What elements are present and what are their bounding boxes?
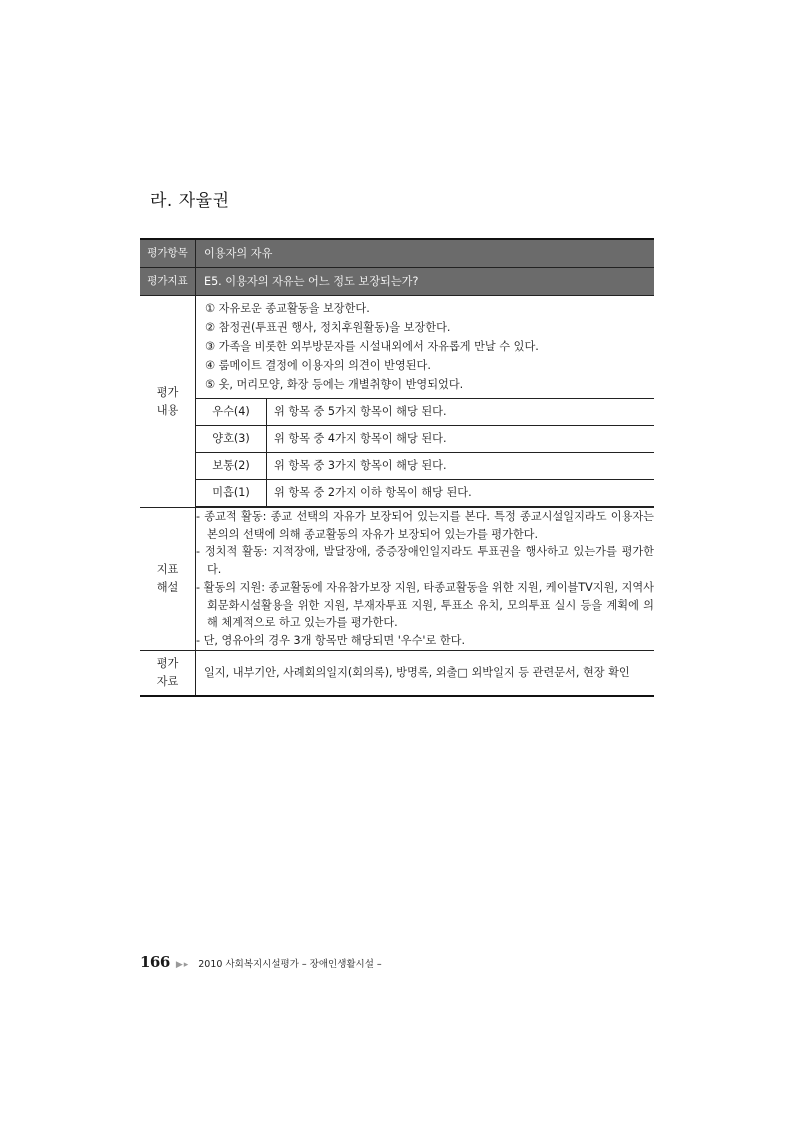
data-label-line1: 평가 (156, 656, 179, 670)
grade-text: 위 항목 중 5가지 항목이 해당 된다. (267, 399, 655, 426)
explanation-label-line1: 지표 (156, 563, 179, 577)
grade-row (196, 480, 654, 507)
section-title: 라. 자율권 (150, 191, 230, 211)
arrow-icon: ▶▸ (175, 960, 190, 970)
data-label-line2: 자료 (156, 674, 179, 688)
item-label: 평가항목 (140, 239, 196, 268)
content-row (140, 296, 654, 508)
explanation-row (140, 508, 654, 651)
page-number: 166 (140, 953, 170, 971)
explanation-note: - 종교적 활동: 종교 선택의 자유가 보장되어 있는지를 본다. 특정 종교시설일지라도 이용자는 본의의 선택에 의해 종교활동의 자유가 보장되어 있는가를 평가한다. (196, 510, 654, 541)
page-footer (140, 953, 382, 971)
grade-label: 보통(2) (196, 453, 267, 480)
explanation-note: - 정치적 활동: 지적장애, 발달장애, 중증장애인일지라도 투표권을 행사하고 있는가를 평가한다. (196, 545, 654, 577)
data-value: 일지, 내부기안, 사례회의일지(회의록), 방명록, 외출□ 외박일지 등 관련문서, 현장 확인 (196, 650, 655, 696)
indicator-label: 평가지표 (140, 268, 196, 296)
grade-text: 위 항목 중 2가지 이하 항목이 해당 된다. (267, 480, 655, 507)
explanation-notes (196, 508, 655, 651)
explanation-label (140, 508, 196, 651)
content-label (140, 296, 196, 508)
content-label-line2: 내용 (156, 403, 179, 417)
data-row (140, 650, 654, 696)
criteria-list (196, 296, 654, 398)
grade-text: 위 항목 중 3가지 항목이 해당 된다. (267, 453, 655, 480)
item-value: 이용자의 자유 (196, 239, 655, 268)
grade-row (196, 426, 654, 453)
criteria-item: ④ 룸메이트 결정에 이용자의 의견이 반영된다. (205, 359, 431, 372)
criteria-item: ① 자유로운 종교활동을 보장한다. (205, 302, 370, 315)
content-label-line1: 평가 (156, 385, 179, 399)
content-body (196, 296, 655, 508)
criteria-item: ⑤ 옷, 머리모양, 화장 등에는 개별취향이 반영되었다. (205, 378, 464, 391)
evaluation-table (140, 238, 654, 697)
grade-table (196, 398, 654, 507)
header-row-item (140, 239, 654, 268)
grade-label: 양호(3) (196, 426, 267, 453)
grade-row (196, 453, 654, 480)
grade-text: 위 항목 중 4가지 항목이 해당 된다. (267, 426, 655, 453)
grade-label: 미흡(1) (196, 480, 267, 507)
criteria-item: ③ 가족을 비롯한 외부방문자를 시설내외에서 자유롭게 만날 수 있다. (205, 340, 539, 353)
explanation-note: - 단, 영유아의 경우 3개 항목만 해당되면 '우수'로 한다. (196, 633, 466, 647)
footer-text: 2010 사회복지시설평가 – 장애인생활시설 – (198, 959, 382, 970)
grade-label: 우수(4) (196, 399, 267, 426)
indicator-value: E5. 이용자의 자유는 어느 정도 보장되는가? (196, 268, 655, 296)
header-row-indicator (140, 268, 654, 296)
grade-row (196, 399, 654, 426)
data-label (140, 650, 196, 696)
explanation-note: - 활동의 지원: 종교활동에 자유참가보장 지원, 타종교활동을 위한 지원, 케이블TV지원, 지역사회문화시설활용을 위한 지원, 부재자투표 지원, 투표소 유치, 모의투표 실시 등을 계획에 의해 체계적으로 하고 있는가를 평가한다. (196, 580, 654, 630)
criteria-item: ② 참정권(투표권 행사, 정치후원활동)을 보장한다. (205, 321, 451, 334)
explanation-label-line2: 해설 (156, 580, 179, 594)
